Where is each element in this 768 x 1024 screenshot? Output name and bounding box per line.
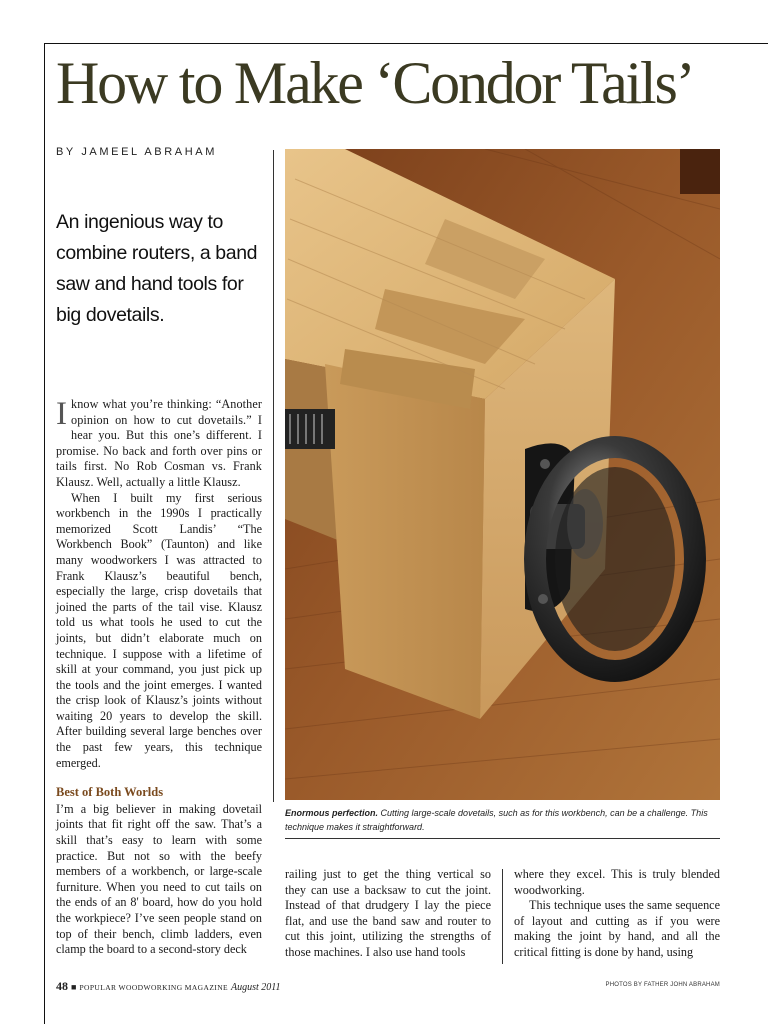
body-column-3 [514, 867, 720, 961]
column-divider-lower [502, 869, 503, 964]
paragraph: I’m a big believer in making dovetail joints that fit right off the saw. That’s a skill that’s easy to learn with some practice. But not so with the beefy members of a workbench, or large-scale furniture. When you need to cut tails on the ends of an 8' board, how do you hold the workpiece? I’ve seen people stand on top of their bench, climb ladders, even clamp the board to a second-story deck [56, 801, 262, 957]
byline: BY JAMEEL ABRAHAM [56, 146, 217, 158]
paragraph [56, 397, 262, 491]
top-rule [44, 43, 768, 44]
paragraph: railing just to get the thing vertical so they can use a backsaw to cut the joint. Instead of that drudgery I lay the piece flat, and use the band saw and router to cut this joint, utilizing the strengths of those machines. I also use hand tools [285, 867, 491, 959]
body-column-1 [56, 397, 262, 958]
deck-text: An ingenious way to combine routers, a band saw and hand tools for big dovetails. [56, 211, 258, 326]
left-rule [44, 43, 45, 1024]
paragraph: This technique uses the same sequence of layout and cutting as if you were making the joint by hand, and all the critical fitting is done by hand, using [514, 898, 720, 959]
paragraph-text: know what you’re thinking: “Another opinion on how to cut dovetails.” I hear you. But this one’s different. I promise. No back and forth over pins or tails first. No Rob Cosman vs. Frank Klausz. Well, actually a little Klausz. [56, 397, 262, 489]
caption-lead: Enormous perfection. [285, 808, 379, 818]
column-divider [273, 150, 274, 802]
article-title: How to Make ‘Condor Tails’ [56, 50, 694, 116]
page-number: 48 [56, 979, 68, 993]
drop-cap: I [56, 396, 67, 432]
page-footer [56, 979, 281, 994]
body-column-2 [285, 867, 491, 961]
paragraph: When I built my first serious workbench in the 1990s I practically memorized Scott Landis’ “The Workbench Book” (Taunton) and like many woodworkers I was attracted to Frank Klausz’s beautiful bench, especially the large, crisp dovetails that joined the parts of the tail vise. Klausz told us what tools he used to cut the joints, but didn’t elaborate much on technique. I suppose with a lifetime of skill at your command, you just pick up the tools and the joint emerges. I wanted the crisp look of Klausz’s joints without waiting 20 years to develop the skill. After building several large benches over the past few years, this technique emerged. [56, 490, 262, 770]
paragraph: where they excel. This is truly blended woodworking. [514, 867, 720, 897]
workbench-photo [285, 149, 720, 800]
caption-rule [285, 838, 720, 839]
caption-text: Cutting large-scale dovetails, such as for this workbench, can be a challenge. This technique makes it straightforward. [285, 808, 708, 832]
photo-caption [285, 806, 725, 834]
bullet-icon: ■ [71, 982, 77, 992]
section-subhead: Best of Both Worlds [56, 785, 164, 800]
issue-date: August 2011 [231, 982, 281, 993]
magazine-name: POPULAR WOODWORKING MAGAZINE [79, 983, 228, 992]
photo-credit: PHOTOS BY FATHER JOHN ABRAHAM [605, 982, 720, 988]
